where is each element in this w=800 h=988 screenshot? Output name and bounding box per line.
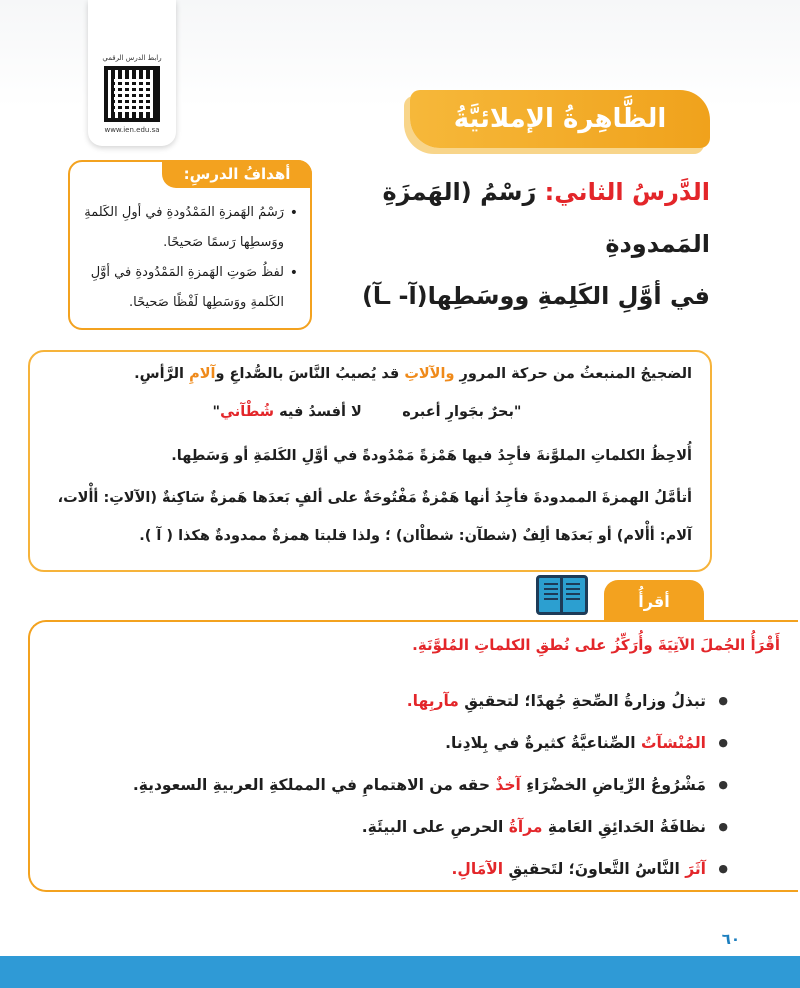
qr-label: رابط الدرس الرقمي	[102, 54, 162, 62]
intro-text: الرَّأسِ.	[134, 366, 185, 382]
read-box	[28, 620, 798, 892]
list-item	[88, 764, 728, 806]
intro-text: قد يُصيبُ النَّاسَ بالصُّداعِ و	[215, 366, 400, 382]
sentence-text: الصِّناعيَّةُ كثيرةٌ في بِلادِنا.	[445, 734, 641, 752]
sentence-text: تبذلُ وزارةُ الصِّحةِ جُهدًا؛ لتحقيقِ	[458, 692, 706, 710]
goals-list	[78, 198, 298, 318]
list-item	[88, 680, 728, 722]
intro-box	[28, 350, 712, 572]
poem-part: "بحرٌ بجَوارِ أعبره	[402, 404, 522, 420]
read-tab-label: أقرأُ	[638, 591, 670, 611]
goals-box	[68, 160, 312, 330]
highlight-word: المُنْشآتُ	[640, 734, 706, 752]
page-title: الظَّاهِرةُ الإملائيَّةُ	[453, 104, 667, 134]
goal-item: • لفظُ صَوتِ الهَمزةِ المَمْدُودةِ في أوَّلِ الكَلمةِ ووَسَطِها لَفْظًا صَحيحًا.	[78, 258, 298, 318]
lesson-name: رَسْمُ (الهَمزَةِ المَمدودةِ	[382, 178, 710, 258]
intro-sentence	[42, 366, 692, 382]
read-list	[88, 680, 728, 890]
analysis-line: أتأمَّلُ الهمزةَ الممدودةَ فأجِدُ أنها هَمْزةٌ مَفْتُوحَةٌ على ألفٍ بَعدَها هَمزةٌ سَاكِنةٌ (الآلاتِ: أأْلات،	[57, 490, 692, 506]
goals-heading: أهدافُ الدرسِ:	[162, 160, 312, 188]
lesson-title	[300, 166, 710, 322]
goal-item: • رَسْمُ الهَمزةِ المَمْدُودةِ في أولِ الكَلمةِ ووَسطِها رَسمًا صَحيحًا.	[78, 198, 298, 258]
title-banner	[410, 90, 710, 148]
sentence-text: حقه من الاهتمامِ في المملكةِ العربيةِ السعوديةِ.	[132, 776, 496, 794]
qr-url[interactable]: www.ien.edu.sa	[104, 126, 160, 134]
poem-part: "	[212, 404, 221, 420]
read-instruction: أَقْرَأُ الجُملَ الآتِيَةَ وأُرَكِّزُ على نُطقِ الكلماتِ المُلوَّنَةِ.	[412, 636, 780, 654]
list-item	[88, 722, 728, 764]
lesson-title-line1	[300, 166, 710, 270]
page-number: ٦٠	[721, 930, 740, 948]
highlight-word: مرآةُ	[508, 818, 543, 836]
lesson-label: الدَّرسُ الثاني:	[544, 178, 710, 206]
highlight-word: الآمَالِ.	[451, 860, 504, 878]
sentence-text: النَّاسُ التَّعاونَ؛ لتَحقيقِ	[503, 860, 686, 878]
book-icon	[536, 575, 588, 615]
qr-code-icon[interactable]	[104, 66, 160, 122]
highlight-word: مآربِها.	[406, 692, 459, 710]
sentence-text: مَشْرُوعُ الرِّياضِ الخضْرَاءِ	[520, 776, 706, 794]
analysis-line: آلام: أأْلام) أو بَعدَها ألِفٌ (شطآن: شطاْان) ؛ ولذا قلبتا همزةٌ ممدودةٌ هكذا ( آ ).	[139, 528, 692, 544]
list-item	[88, 806, 728, 848]
highlight-word: آخذٌ	[495, 776, 521, 794]
sentence-text: نظافَةُ الحَدائِقِ العَامةِ	[542, 818, 706, 836]
qr-card[interactable]	[88, 0, 176, 146]
lesson-title-line2: في أوَّلِ الكَلِمةِ ووسَطِها(آ- ـآ)	[361, 282, 710, 310]
footer-bar	[0, 956, 800, 988]
list-item	[88, 848, 728, 890]
poem-part: لا أفسدُ فيه	[279, 404, 362, 420]
highlight-word: والآلاتِ	[404, 366, 455, 382]
tab-read	[604, 580, 704, 622]
poem-line	[42, 404, 692, 420]
highlight-word: شُطْآني	[220, 404, 275, 420]
sentence-text: الحرصِ على البيئَةِ.	[361, 818, 509, 836]
intro-text: الضجيجُ المنبعثُ من حركة المرورِ	[459, 366, 692, 382]
highlight-word: آلامِ	[189, 366, 216, 382]
observation-line: أُلاحِظُ الكلماتِ الملوَّنةَ فأجِدُ فيها هَمْزةً مَمْدُودةً في أوَّلِ الكَلمَةِ أو وَسَطِها.	[171, 448, 692, 464]
highlight-word: آثَرَ	[685, 860, 706, 878]
